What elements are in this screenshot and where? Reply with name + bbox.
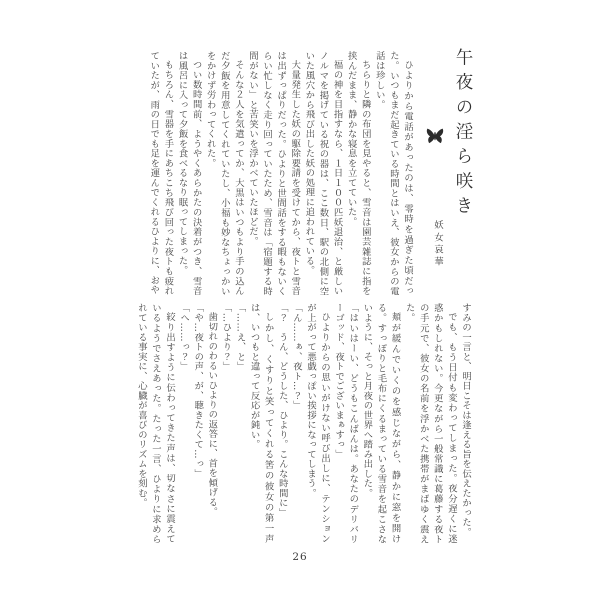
text-block-lower [124, 303, 472, 544]
page-number: 26 [292, 551, 308, 563]
story-title: 午夜の淫ら咲き [453, 48, 473, 221]
text-block-upper [122, 51, 414, 296]
paragraph: しかし、くすりと笑ってくれる筈の彼女の第一声は、いつもと違って反応が鈍い。 [248, 303, 274, 544]
paragraph: 頬が緩んでいくのを感じながら、静かに窓を開ける。すっぽりと毛布にくるまっている雪音を起こさないように、そっと月夜の世界へ踏み出した。 [361, 303, 401, 544]
paragraph: ひよりから電話があったのは、零時を過ぎた頃だった。いつもまだ起きている時間とはいえ、彼女からの電話は珍しい。 [373, 51, 413, 296]
paragraph-dialogue: 「へ……っ？」 [178, 303, 190, 372]
paragraph-dialogue: 「はいはーい、どうもこんばんは。あなたのデリバリーゴッド、夜トでございまぁすっ」 [333, 303, 359, 544]
paragraph-dialogue: 「や…夜トの声、が、聴きたくて…っ」 [192, 303, 204, 479]
paragraph-dialogue: 「…ひより？」 [220, 303, 232, 372]
paragraph: つい数時間前、ようやくあらかたの決着がつき、雪音は風呂に入って夕飯を食べるなり眠ってしまった。 [176, 51, 202, 296]
paragraph-dialogue: 「……え、と」 [234, 303, 246, 372]
butterfly-icon [426, 128, 444, 145]
paragraph: ちらりと隣の布団を見やると、雪音は園芸雑誌に指を挟んだまま、静かな寝息を立てていた。 [345, 51, 371, 296]
paragraph: もちろん、雪器を手にあちこち飛び回った夜トも疲れていたが、雨の日でも足を運んでくれるひよりに、おや [148, 51, 174, 296]
paragraph: でも、もう日付も変わってしまった。夜分遅くに迷惑かもしれない。今更ながら一般常識に葛藤する夜トの手元で、彼女の名前を浮かべた携帯がまばゆく震えた。 [403, 303, 457, 544]
author-name: 妖女哀華 [432, 220, 443, 269]
paragraph-dialogue: 「ん……ぁ、夜ト…？」 [290, 303, 302, 411]
paragraph: そんな２人を気遣ってか、大黒はいつもより手の込んだ夕飯を用意してくれていたし、小福も妙なちょっかいをかけず労わってくれた。 [204, 51, 244, 296]
paragraph: 絞り出すように伝わってきた声は、切なさに震えているようでさえあった。たった一言、ひよりに求められている事実に、心臓が喜びのリズムを刻む。 [135, 303, 176, 544]
paragraph-dialogue: 「？ うん、どうした、ひより。こんな時間に」 [276, 303, 288, 518]
paragraph: 大量発生した妖の駆除要請を受けてから、夜トと雪音は出ずっぱりだった。ひよりと世間話をする暇もないくらい忙しなく走り回っていたため、雪音は「宿題する時間がない」と苦笑いを浮かべていたほどだ。 [246, 51, 301, 296]
paragraph: 歯切れのわるいひよりの返答に、首を傾げる。 [206, 312, 218, 518]
paragraph: すみの一言と、明日こそは逢える旨を伝えたかった。 [460, 303, 471, 537]
paragraph: 福の神を目指すなら、１日１００匹妖退治、と厳しいノルマを掲げている祝の器は、ここ数日、駅の北側に空いた風穴から飛び出した妖の処理に追われている。 [303, 51, 343, 296]
paragraph: ひよりからの思いがけない呼び出しに、テンションが上がって悪戯っぽい挨拶になってしまう。 [304, 303, 331, 544]
